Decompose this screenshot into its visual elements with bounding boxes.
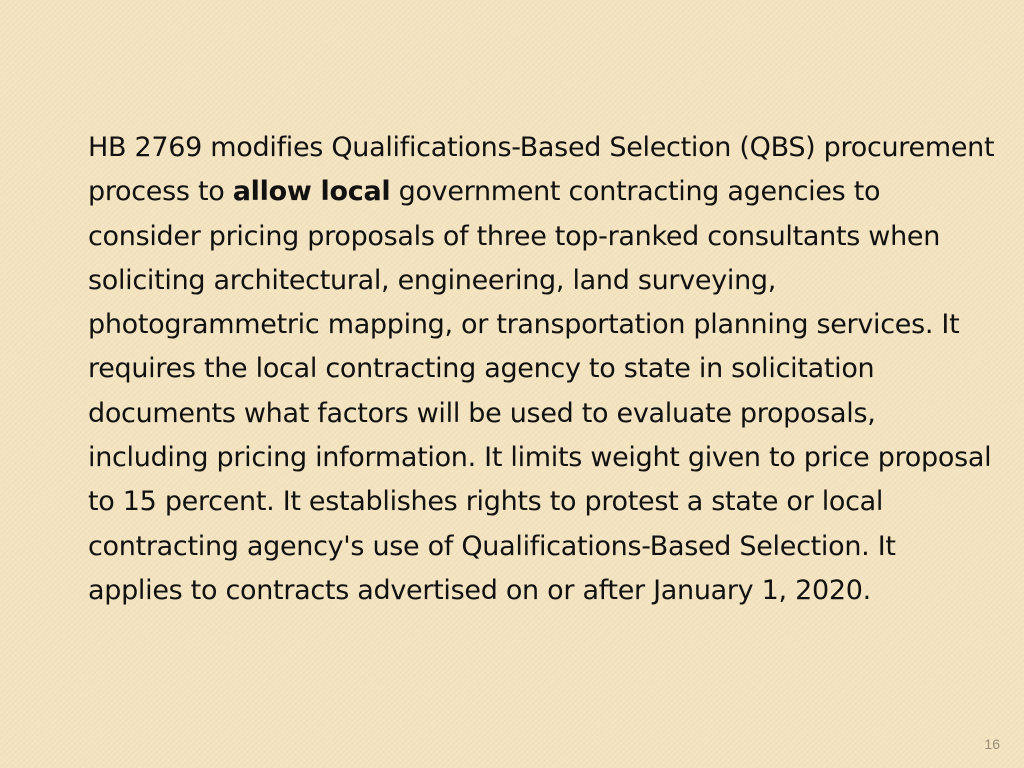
- paragraph-rest: government contracting agencies to consider pricing proposals of three top-ranked consultants when soliciting architectural, engineering, land surveying, photogrammetric mapping, or transportation planning services. It requires the local contracting agency to state in solicitation documents what factors will be used to evaluate proposals, including pricing information. It limits weight given to price proposal to 15 percent. It establishes rights to protest a state or local contracting agency's use of Qualifications-Based Selection. It applies to contracts advertised on or after January 1, 2020.: [88, 176, 992, 606]
- paragraph-bold-phrase: allow local: [232, 176, 391, 208]
- paragraph-intro: HB 2769 modifies Qualifications-Based Selection (QBS) procurement process to: [88, 132, 995, 208]
- slide-number: 16: [984, 736, 1000, 752]
- body-paragraph: [88, 126, 998, 613]
